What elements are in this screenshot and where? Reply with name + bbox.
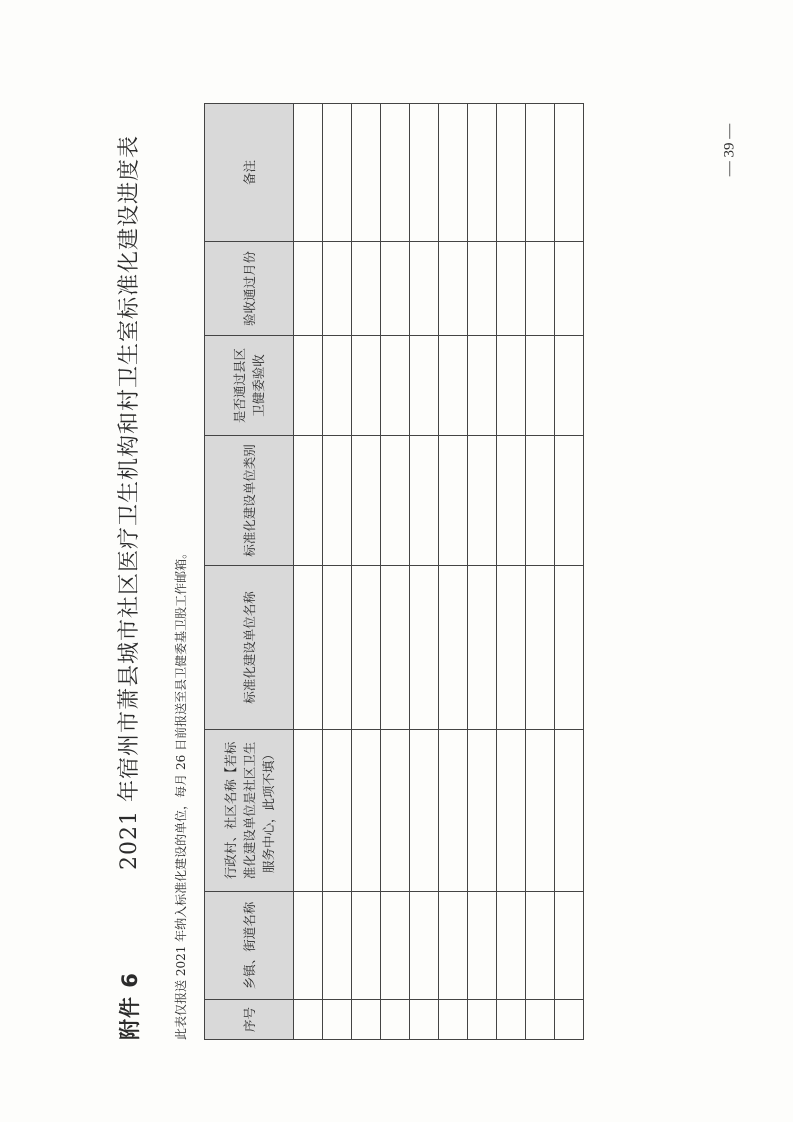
header-township: 乡镇、街道名称 (205, 892, 294, 1000)
table-row (526, 104, 555, 1040)
instruction-note: 此表仅报送 2021 年纳入标准化建设的单位，每月 26 日前报送至县卫健委基卫股工作邮箱。 (174, 546, 188, 1040)
table-row (352, 104, 381, 1040)
header-acceptance-month: 验收通过月份 (205, 242, 294, 336)
header-unit-category: 标准化建设单位类别 (205, 436, 294, 566)
page-number: — 39 — (721, 123, 738, 177)
heading (110, 80, 150, 1040)
header-serial-number: 序号 (205, 1000, 294, 1040)
table-row (381, 104, 410, 1040)
document-content (110, 80, 610, 1040)
header-remarks: 备注 (205, 104, 294, 242)
table-row (294, 104, 323, 1040)
header-row (205, 104, 294, 1040)
table-row (468, 104, 497, 1040)
attachment-label: 附件 6 (118, 972, 142, 1040)
header-village-community: 行政村、社区名称【若标准化建设单位是社区卫生服务中心，此项不填） (205, 730, 294, 892)
table-row (555, 104, 584, 1040)
header-unit-name: 标准化建设单位名称 (205, 566, 294, 730)
table-row (497, 104, 526, 1040)
table-row (410, 104, 439, 1040)
table-row (323, 104, 352, 1040)
table-row (439, 104, 468, 1040)
document-title: 2021 年宿州市萧县城市社区医疗卫生机构和村卫生室标准化建设进度表 (117, 135, 142, 870)
header-accepted: 是否通过县区卫健委验收 (205, 336, 294, 436)
progress-table (204, 103, 584, 1040)
